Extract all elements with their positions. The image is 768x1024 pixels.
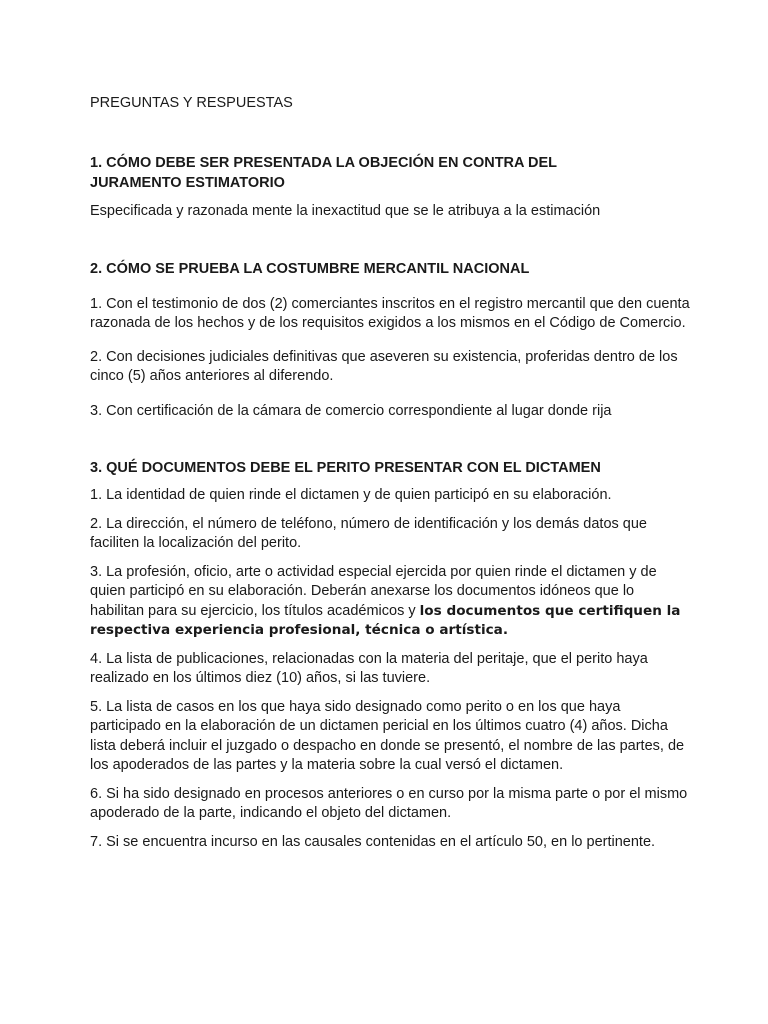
question-3-heading: 3. QUÉ DOCUMENTOS DEBE EL PERITO PRESENTAR CON EL DICTAMEN — [90, 460, 601, 476]
question-3 — [90, 458, 690, 852]
question-3-answer-text: 3. La profesión, oficio, arte o actividad especial ejercida por quien rinde el dictamen y de quien participó en su elaboración. Deberán anexarse los documentos idóneos que lo habilitan para su ejercicio, los títulos académicos y — [90, 563, 657, 619]
question-3-answer-item — [90, 563, 690, 641]
question-2-answer-item: 2. Con decisiones judiciales definitivas que aseveren su existencia, proferidas dentro de los cinco (5) años anteriores al diferendo. — [90, 348, 678, 384]
question-1-heading-line2: JURAMENTO ESTIMATORIO — [90, 175, 285, 191]
document-page — [90, 93, 690, 861]
question-1 — [90, 153, 690, 222]
question-3-answer-item: 2. La dirección, el número de teléfono, número de identificación y los demás datos que faciliten la localización del perito. — [90, 515, 647, 551]
question-3-answer-item: 5. La lista de casos en los que haya sido designado como perito o en los que haya participado en la elaboración de un dictamen pericial en los últimos cuatro (4) años. Dicha lista deberá incluir el juzgado o despacho en donde se presentó, el nombre de las partes, de los apoderados de las partes y la materia sobre la cual versó el dictamen. — [90, 698, 685, 773]
document-title: PREGUNTAS Y RESPUESTAS — [90, 95, 293, 111]
question-1-heading-line1: 1. CÓMO DEBE SER PRESENTADA LA OBJECIÓN EN CONTRA DEL — [90, 155, 557, 171]
question-3-answer-bold-text: los documentos que certifiquen la respectiva experiencia profesional, técnica o artística. — [90, 602, 681, 638]
question-3-answer-item: 1. La identidad de quien rinde el dictamen y de quien participó en su elaboración. — [90, 487, 612, 503]
question-3-answer-item: 7. Si se encuentra incurso en las causales contenidas en el artículo 50, en lo pertinente. — [90, 833, 656, 850]
question-1-answer: Especificada y razonada mente la inexactitud que se le atribuya a la estimación — [90, 203, 601, 219]
question-3-answer-item: 4. La lista de publicaciones, relacionadas con la materia del peritaje, que el perito haya realizado en los últimos diez (10) años, si las tuviere. — [90, 650, 648, 686]
question-3-answer-item: 6. Si ha sido designado en procesos anteriores o en curso por la misma parte o por el mismo apoderado de la parte, indicando el objeto del dictamen. — [90, 785, 688, 821]
question-2-answer-item: 3. Con certificación de la cámara de comercio correspondiente al lugar donde rija — [90, 402, 612, 419]
question-2-heading: 2. CÓMO SE PRUEBA LA COSTUMBRE MERCANTIL NACIONAL — [90, 260, 530, 277]
question-1-heading — [90, 153, 690, 193]
question-2-answer-item: 1. Con el testimonio de dos (2) comerciantes inscritos en el registro mercantil que den cuenta razonada de los hechos y de los requisitos exigidos a los mismos en el Código de Comercio. — [90, 295, 690, 331]
question-2 — [90, 259, 690, 422]
